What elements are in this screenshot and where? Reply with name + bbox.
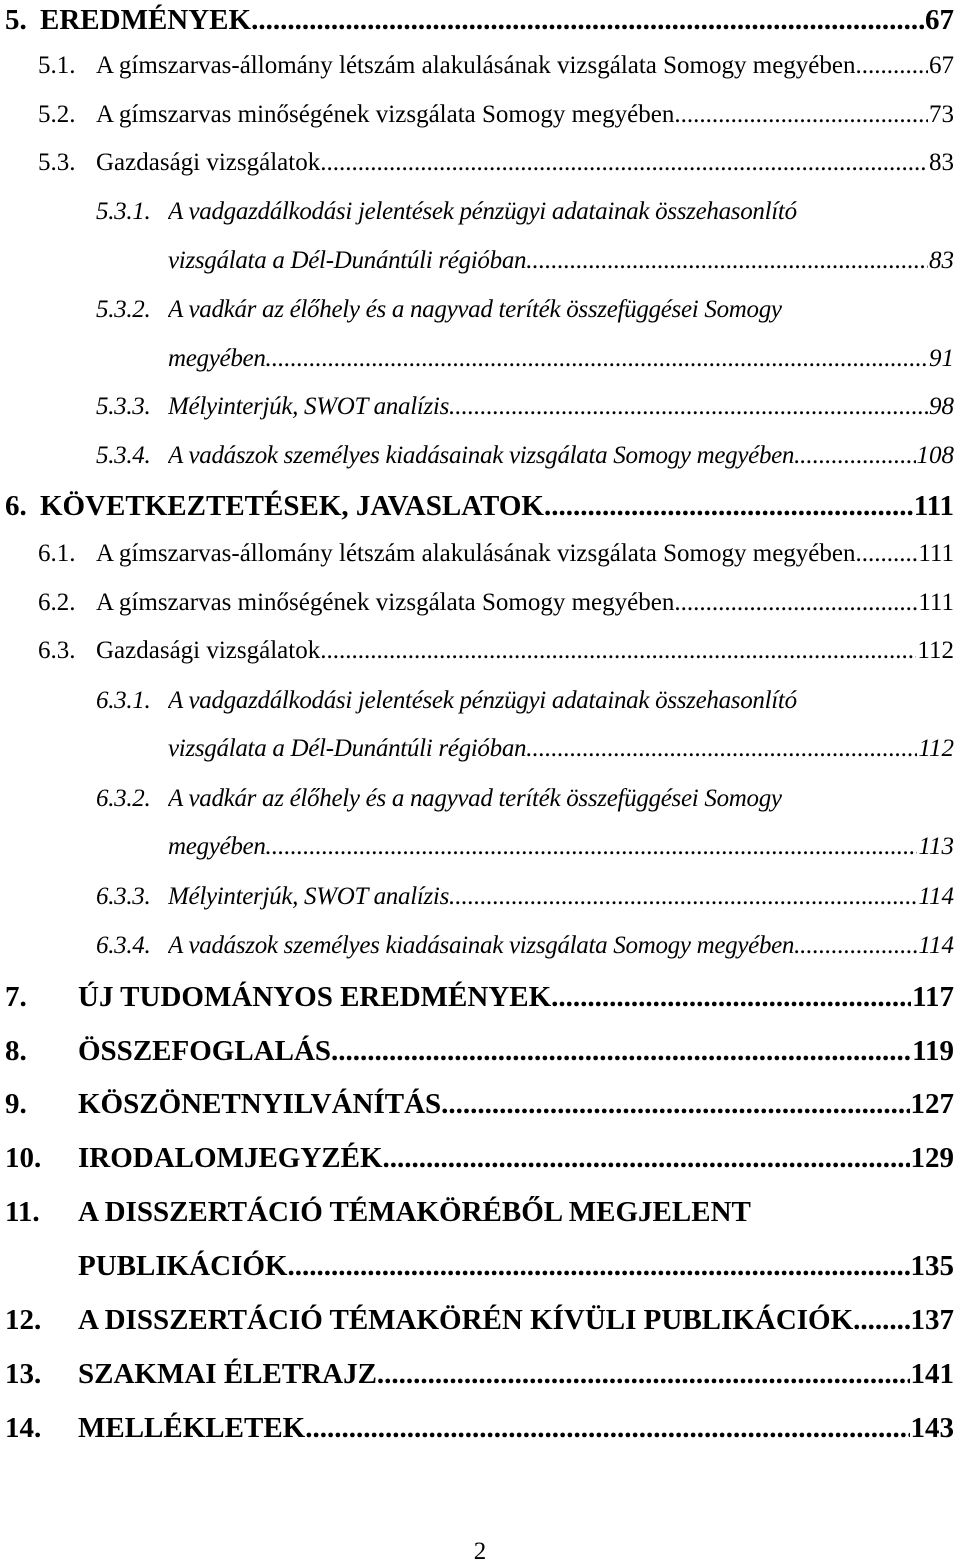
toc-entry-number (96, 442, 150, 470)
toc-page-number: 113 (918, 833, 954, 860)
toc-entry-continuation[interactable] (78, 1250, 954, 1283)
toc-entry[interactable] (168, 442, 954, 470)
toc-title-continuation: megyében (168, 345, 266, 372)
toc-page-number: 114 (918, 932, 954, 959)
toc-entry-continuation[interactable] (168, 735, 954, 763)
toc-page-number: 73 (929, 101, 954, 128)
dot-leader (526, 247, 928, 275)
toc-title: EREDMÉNYEK (40, 4, 252, 36)
dot-leader (320, 637, 916, 665)
toc-page-number: 127 (910, 1088, 954, 1120)
toc-title: Mélyinterjúk, SWOT analízis (168, 883, 449, 910)
toc-number: 5.1. (38, 52, 76, 79)
toc-page-number: 83 (929, 149, 954, 176)
toc-number: 6.3.4. (96, 932, 151, 959)
toc-entry[interactable] (78, 1358, 954, 1391)
toc-page-number: 111 (918, 589, 954, 616)
toc-title: A vadászok személyes kiadásainak vizsgálata Somogy megyében. (168, 442, 801, 469)
toc-number: 5.3.1. (96, 198, 151, 225)
toc-title: Gazdasági vizsgálatok (96, 149, 321, 176)
toc-title: A DISSZERTÁCIÓ TÉMAKÖRÉN KÍVÜLI PUBLIKÁCIÓK. (78, 1304, 861, 1336)
toc-number: 5.2. (38, 101, 76, 128)
toc-title: A gímszarvas minőségének vizsgálata Somogy megyében (96, 589, 675, 616)
toc-number: 12. (5, 1304, 42, 1336)
toc-title: A DISSZERTÁCIÓ TÉMAKÖRÉBŐL MEGJELENT (78, 1196, 751, 1228)
toc-title: MELLÉKLETEK (78, 1412, 306, 1444)
toc-entry[interactable] (168, 785, 954, 813)
toc-title: A vadgazdálkodási jelentések pénzügyi adatainak összehasonlító (168, 687, 797, 714)
dot-leader (856, 540, 918, 568)
toc-entry[interactable] (96, 101, 954, 129)
toc-page-number: 108 (916, 442, 954, 469)
toc-page-number: 135 (910, 1250, 954, 1282)
toc-number: 5.3.2. (96, 296, 151, 323)
toc-title: KÖSZÖNETNYILVÁNÍTÁS (78, 1088, 442, 1120)
dot-leader (305, 1412, 909, 1445)
toc-page-number: 114 (918, 883, 954, 910)
toc-page-number: 67 (925, 4, 954, 36)
toc-page-number: 117 (912, 981, 954, 1013)
dot-leader (320, 149, 928, 177)
dot-leader (800, 932, 917, 960)
toc-entry-continuation[interactable] (168, 345, 954, 373)
toc-page-number: 129 (910, 1142, 954, 1174)
toc-entry-number (96, 687, 150, 715)
toc-number: 5.3. (38, 149, 76, 176)
toc-entry[interactable] (168, 932, 954, 960)
dot-leader (287, 1250, 909, 1283)
toc-title: KÖVETKEZTETÉSEK, JAVASLATOK (40, 490, 544, 522)
toc-entry-continuation[interactable] (168, 247, 954, 275)
toc-page-number: 98 (929, 393, 954, 420)
toc-page-number: 91 (929, 345, 954, 372)
toc-entry[interactable] (96, 637, 954, 665)
toc-number: 5.3.4. (96, 442, 151, 469)
toc-title-continuation: PUBLIKÁCIÓK (78, 1250, 288, 1282)
toc-entry[interactable] (168, 296, 954, 324)
toc-entry-number (96, 296, 150, 324)
toc-entry[interactable] (168, 198, 954, 226)
toc-page-number: 111 (913, 490, 954, 522)
toc-entry[interactable] (78, 1142, 954, 1175)
dot-leader (868, 52, 928, 80)
toc-title: IRODALOMJEGYZÉK (78, 1142, 383, 1174)
toc-page-number: 143 (910, 1412, 954, 1444)
toc-number: 14. (5, 1412, 42, 1444)
toc-entry[interactable] (40, 4, 954, 37)
dot-leader (449, 393, 928, 421)
page-number: 2 (473, 1538, 487, 1565)
toc-number: 6.2. (38, 589, 76, 616)
toc-entry[interactable] (78, 981, 954, 1014)
dot-leader (544, 490, 913, 523)
toc-page-number: 83 (929, 247, 954, 274)
dot-leader (551, 981, 911, 1014)
toc-entry-number (5, 1358, 41, 1391)
toc-entry-number (5, 1142, 41, 1175)
dot-leader (331, 1035, 911, 1068)
toc-entry-number (5, 1035, 27, 1068)
toc-number: 10. (5, 1142, 42, 1174)
toc-title: Gazdasági vizsgálatok (96, 637, 321, 664)
toc-number: 11. (5, 1196, 40, 1228)
toc-entry-number (96, 393, 150, 421)
dot-leader (800, 442, 915, 470)
toc-entry-number (96, 883, 150, 911)
toc-title: ÖSSZEFOGLALÁS (78, 1035, 332, 1067)
dot-leader (526, 735, 917, 763)
dot-leader (449, 883, 917, 911)
toc-entry[interactable] (78, 1196, 954, 1229)
toc-entry[interactable] (40, 490, 954, 523)
toc-page-number: 112 (918, 735, 954, 762)
toc-page-number: 137 (910, 1304, 954, 1336)
toc-entry-number (5, 4, 27, 37)
toc-entry[interactable] (78, 1035, 954, 1068)
toc-title: A vadgazdálkodási jelentések pénzügyi adatainak összehasonlító (168, 198, 797, 225)
toc-number: 9. (5, 1088, 27, 1120)
toc-title: SZAKMAI ÉLETRAJZ (78, 1358, 377, 1390)
toc-title: A gímszarvas-állomány létszám alakulásának vizsgálata Somogy megyében.. (96, 52, 868, 79)
toc-entry[interactable] (96, 149, 954, 177)
toc-number: 5.3.3. (96, 393, 151, 420)
toc-entry-number (38, 101, 76, 129)
toc-number: 5. (5, 4, 27, 36)
toc-page-number: 67 (929, 52, 954, 79)
toc-entry-continuation[interactable] (168, 833, 954, 861)
toc-number: 6.1. (38, 540, 76, 567)
toc-number: 6.3. (38, 637, 76, 664)
dot-leader (674, 589, 917, 617)
dot-leader (441, 1088, 909, 1121)
dot-leader (251, 4, 924, 37)
toc-page-number: 112 (917, 637, 954, 664)
toc-entry[interactable] (168, 687, 954, 715)
toc-title: ÚJ TUDOMÁNYOS EREDMÉNYEK (78, 981, 552, 1013)
toc-entry-number (96, 785, 150, 813)
dot-leader (266, 833, 918, 861)
toc-entry[interactable] (168, 883, 954, 911)
toc-number: 6.3.3. (96, 883, 151, 910)
toc-entry-number (96, 932, 150, 960)
toc-entry-number (5, 1412, 41, 1445)
toc-title-continuation: vizsgálata a Dél-Dunántúli régióban (168, 247, 527, 274)
toc-entry-number (5, 1196, 40, 1229)
toc-number: 6. (5, 490, 27, 522)
toc-entry-number (5, 490, 27, 523)
toc-title: A vadászok személyes kiadásainak vizsgálata Somogy megyében. (168, 932, 801, 959)
toc-number: 6.3.2. (96, 785, 151, 812)
toc-entry[interactable] (168, 393, 954, 421)
dot-leader (383, 1142, 910, 1175)
toc-title: A vadkár az élőhely és a nagyvad teríték összefüggései Somogy (168, 785, 782, 812)
toc-page-number: 119 (912, 1035, 954, 1067)
toc-entry-number (38, 589, 76, 617)
toc-entry-number (38, 52, 76, 80)
toc-title: A gímszarvas minőségének vizsgálata Somogy megyében (96, 101, 675, 128)
toc-entry-number (96, 198, 150, 226)
toc-title-continuation: megyében (168, 833, 266, 860)
toc-entry-number (38, 540, 76, 568)
toc-entry-number (5, 1304, 41, 1337)
toc-number: 13. (5, 1358, 42, 1390)
dot-leader (674, 101, 928, 129)
toc-page-number: 111 (918, 540, 954, 567)
toc-page-number: 141 (910, 1358, 954, 1390)
toc-title: A gímszarvas-állomány létszám alakulásának vizsgálata Somogy megyében (96, 540, 856, 567)
toc-entry[interactable] (96, 52, 954, 80)
toc-entry-number (5, 1088, 27, 1121)
toc-title: A vadkár az élőhely és a nagyvad teríték összefüggései Somogy (168, 296, 782, 323)
toc-entry-number (5, 981, 27, 1014)
toc-entry-number (38, 637, 76, 665)
toc-entry[interactable] (78, 1088, 954, 1121)
toc-entry-number (38, 149, 76, 177)
toc-entry[interactable] (78, 1412, 954, 1445)
toc-title-continuation: vizsgálata a Dél-Dunántúli régióban (168, 735, 527, 762)
toc-number: 6.3.1. (96, 687, 151, 714)
dot-leader (860, 1304, 909, 1337)
toc-number: 7. (5, 981, 27, 1013)
toc-number: 8. (5, 1035, 27, 1067)
dot-leader (266, 345, 928, 373)
toc-entry[interactable] (96, 589, 954, 617)
toc-title: Mélyinterjúk, SWOT analízis (168, 393, 449, 420)
toc-entry[interactable] (96, 540, 954, 568)
toc-entry[interactable] (78, 1304, 954, 1337)
dot-leader (377, 1358, 910, 1391)
